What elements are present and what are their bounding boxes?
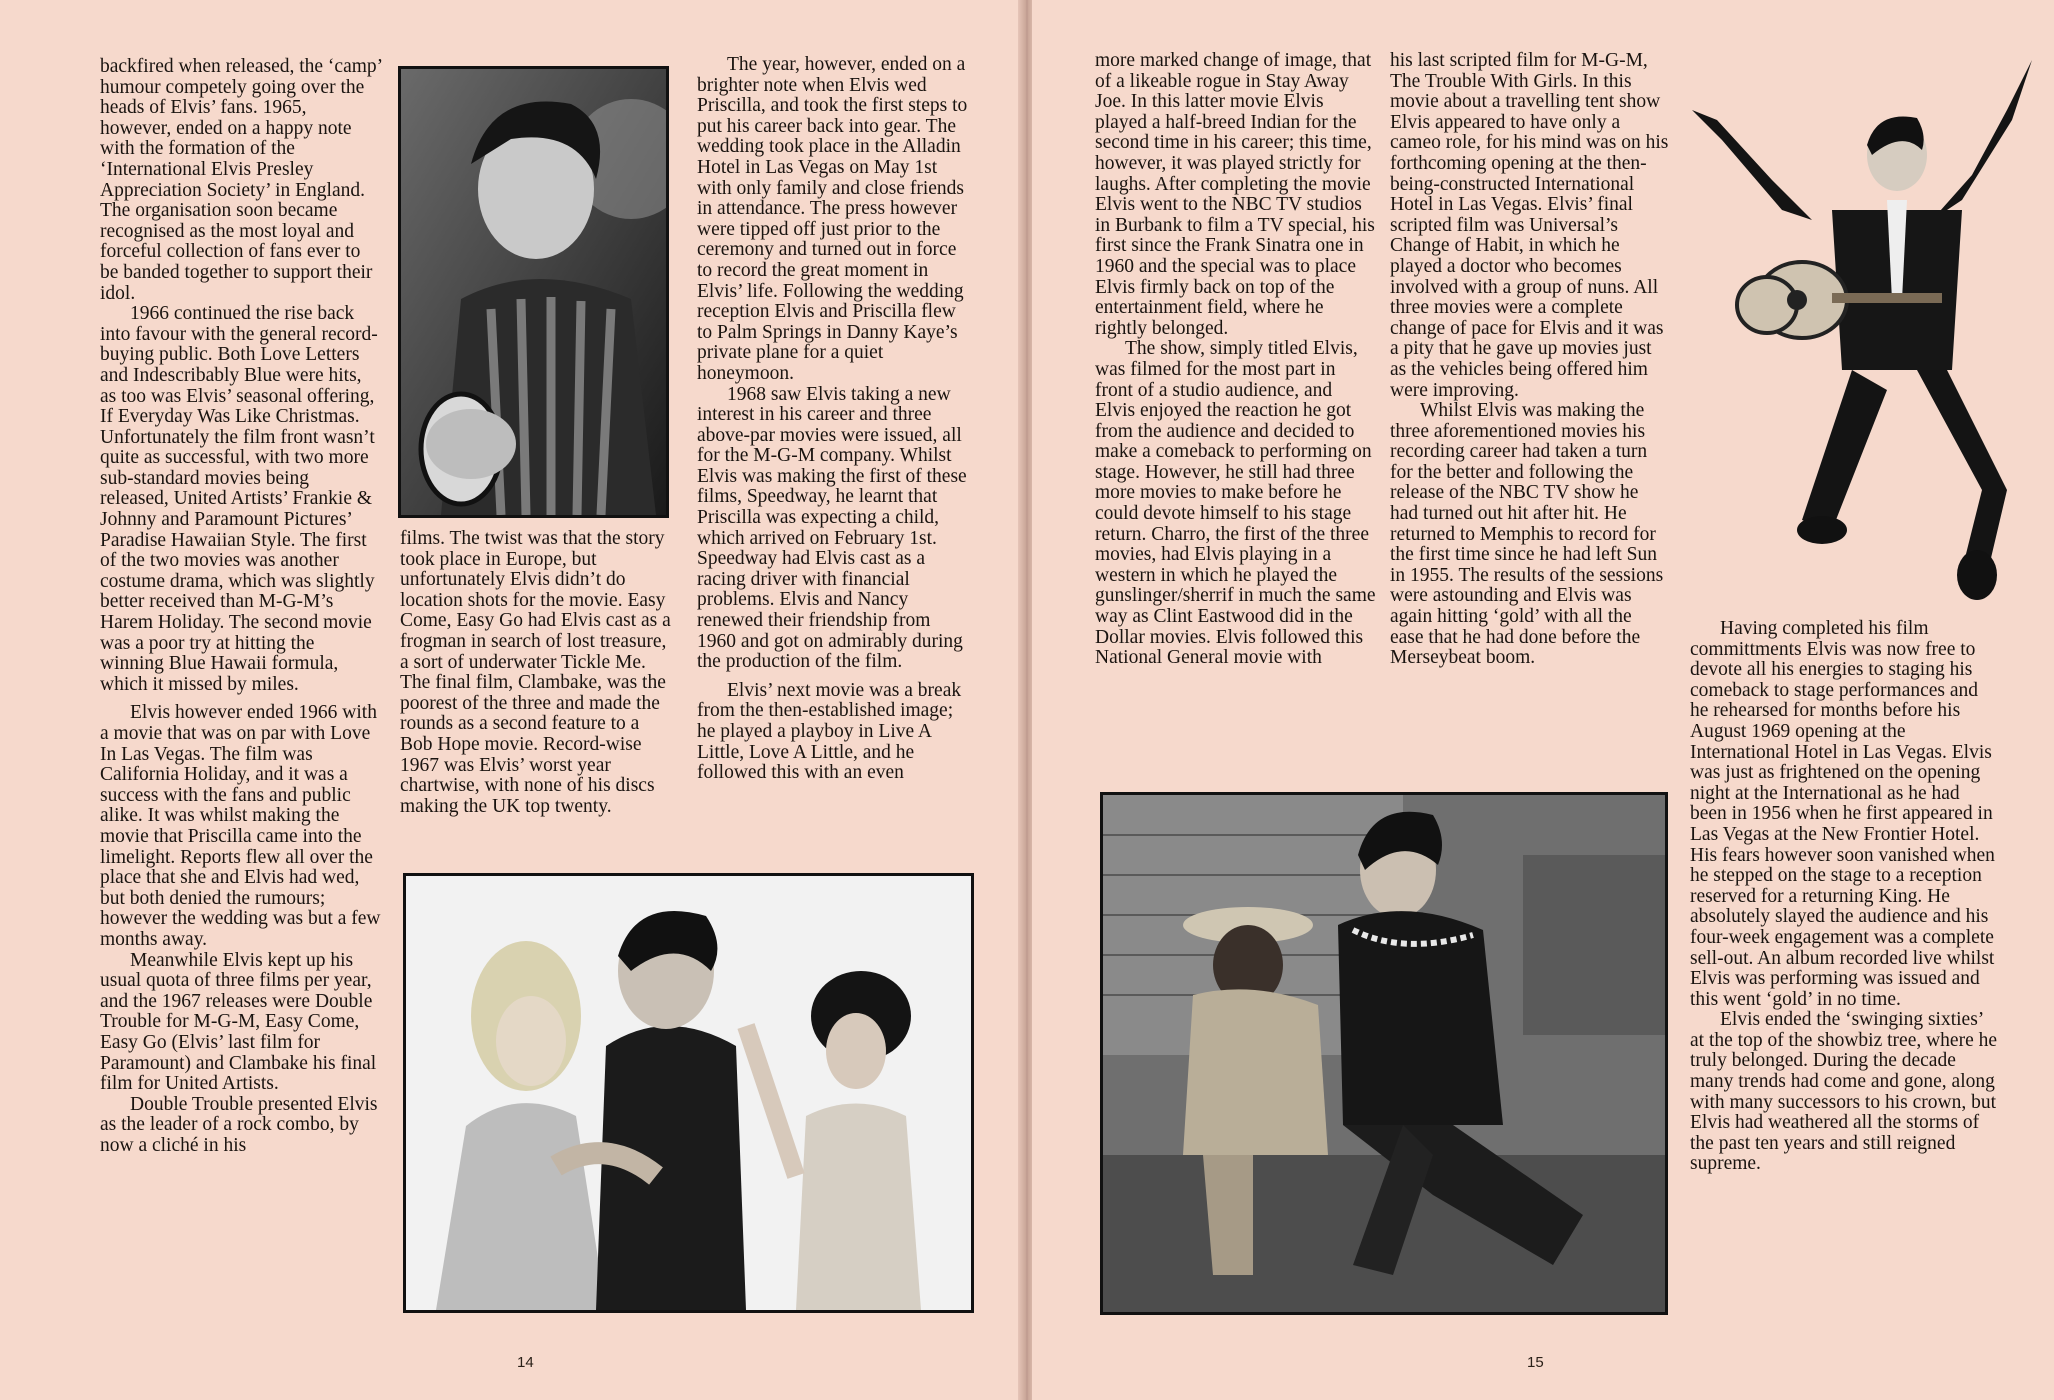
paragraph: 1968 saw Elvis taking a new interest in his career and three above-par movies were issued, all for the M-G-M company. Whilst Elvis was making the first of these films, Speedway, he learnt that Priscilla was expecting a child, which arrived on February 1st. Speedway had Elvis cast as a racing driver with financial problems. Elvis and Nancy renewed their friendship from 1960 and got on admirably during the production of the film. [697, 383, 967, 673]
paragraph: Whilst Elvis was making the three aforementioned movies his recording career had taken a turn for the better and following the release of the NBC TV show he had turned out hit after hit. He returned to Memphis to record for the first time since he had left Sun in 1955. The results of the sessions were astounding and Elvis was again hitting ‘gold’ with all the ease that he had done before the Merseybeat boom. [1390, 400, 1664, 669]
paragraph: his last scripted film for M-G-M, The Trouble With Girls. In this movie about a travelling tent show Elvis appeared to have only a cameo role, for his mind was on his forthcoming opening at the then-being-constructed International Hotel in Las Vegas. Elvis’ final scripted film was Universal’s Change of Habit, in which he played a doctor who becomes involved with a group of nuns. All three movies were a complete change of pace for Elvis and it was a pity that he gave up movies just as the vehicles being offered him were improving. [1390, 50, 1669, 401]
paragraph: Elvis ended the ‘swinging sixties’ at the top of the showbiz tree, where he truly belonged. During the decade many trends had come and gone, along with many successors to his crown, but Elvis had weathered all the storms of the past ten years and still reigned supreme. [1690, 1009, 1998, 1175]
paragraph: The year, however, ended on a brighter note when Elvis wed Priscilla, and took the first steps to put his career back into gear. The wedding took place in the Alladin Hotel in Las Vegas on May 1st with only family and close friends in attendance. The press however were tipped off just prior to the ceremony and turned out in force to record the great moment in Elvis’ life. Following the wedding reception Elvis and Priscilla flew to Palm Springs in Danny Kaye’s private plane for a quiet honeymoon. [697, 54, 968, 384]
paragraph: Having completed his film committments Elvis was now free to devote all his energies to staging his comeback to stage performances and he rehearsed for months before his August 1969 opening at the International Hotel in Las Vegas. Elvis was just as frightened on the opening night at the International as he had been in 1956 when he first appeared in Las Vegas at the New Frontier Hotel. His fears however soon vanished when he stepped on the stage to a reception reserved for a returning King. He absolutely slayed the audience and his four-week engagement was a complete sell-out. An album recorded live whilst Elvis was performing was issued and this went ‘gold’ in no time. [1690, 618, 1995, 1010]
right-column-1 [1095, 51, 1377, 669]
photo-elvis-dancing [403, 873, 974, 1313]
photo-elvis-jumping-cutout [1662, 50, 2047, 610]
paragraph: Elvis’ next movie was a break from the then-established image; he played a playboy in Live A Little, Love A Little, and he followed this with an even [697, 679, 962, 784]
paragraph: 1966 continued the rise back into favour with the general record-buying public. Both Love Letters and Indescribably Blue were hits, as too was Elvis’ seasonal offering, If Everyday Was Like Christmas. Unfortunately the film front wasn’t quite as successful, with two more sub-standard movies being released, United Artists’ Frankie & Johnny and Paramount Pictures’ Paradise Hawaiian Style. The first of the two movies was another costume drama, which was slightly better received than M-G-M’s Harem Holiday. The second movie was a poor try at hitting the winning Blue Hawaii formula, which it missed by miles. [100, 303, 378, 695]
left-column-1 [100, 57, 382, 1156]
paragraph: The show, simply titled Elvis, was filmed for the most part in front of a studio audience, and Elvis enjoyed the reaction he got from the audience and decided to make a comeback to performing on stage. However, he still had three more movies to make before he could devote himself to his stage return. Charro, the first of the three movies, had Elvis playing in a western in which he played the gunslinger/sherrif in much the same way as Clint Eastwood did in the Dollar movies. Elvis followed this National General movie with [1095, 338, 1376, 669]
page-number: 15 [1527, 1354, 1544, 1371]
paragraph: Elvis however ended 1966 with a movie that was on par with Love In Las Vegas. The film was California Holiday, and it was a success with the fans and public alike. It was whilst making the movie that Priscilla came into the limelight. Reports flew all over the place that she and Elvis had wed, but both denied the rumours; however the wedding was but a few months away. [100, 702, 381, 950]
left-column-3 [697, 55, 972, 784]
paragraph: backfired when released, the ‘camp’ humour competely going over the heads of Elvis’ fans. 1965, however, ended on a happy note with the formation of the ‘International Elvis Presley Appreciation Society’ in England. The organisation soon became recognised as the most loyal and forceful collection of fans ever to be banded together to support their idol. [100, 56, 382, 304]
photo-elvis-western [1100, 792, 1668, 1315]
left-page [0, 0, 1022, 1400]
page-number: 14 [517, 1354, 534, 1371]
photo-elvis-tambourine [398, 66, 669, 518]
right-column-2 [1390, 51, 1670, 669]
paragraph: Double Trouble presented Elvis as the leader of a rock combo, by now a cliché in his [100, 1093, 378, 1156]
left-column-2 [400, 529, 672, 817]
right-page [1032, 0, 2054, 1400]
paragraph: more marked change of image, that of a likeable rogue in Stay Away Joe. In this latter movie Elvis played a half-breed Indian for the second time in his career; this time, however, it was played strictly for laughs. After completing the movie Elvis went to the NBC TV studios in Burbank to film a TV special, his first since the Frank Sinatra one in 1960 and the special was to place Elvis firmly back on top of the entertainment field, where he rightly belonged. [1095, 50, 1375, 339]
right-column-3 [1690, 619, 2000, 1175]
paragraph: films. The twist was that the story took place in Europe, but unfortunately Elvis didn’t do location shots for the movie. Easy Come, Easy Go had Elvis cast as a frogman in search of lost treasure, a sort of underwater Tickle Me. The final film, Clambake, was the poorest of the three and made the rounds as a second feature to a Bob Hope movie. Record-wise 1967 was Elvis’ worst year chartwise, with none of his discs making the UK top twenty. [400, 528, 671, 817]
paragraph: Meanwhile Elvis kept up his usual quota of three films per year, and the 1967 releases were Double Trouble for M-G-M, Easy Come, Easy Go (Elvis’ last film for Paramount) and Clambake his final film for United Artists. [100, 949, 377, 1095]
